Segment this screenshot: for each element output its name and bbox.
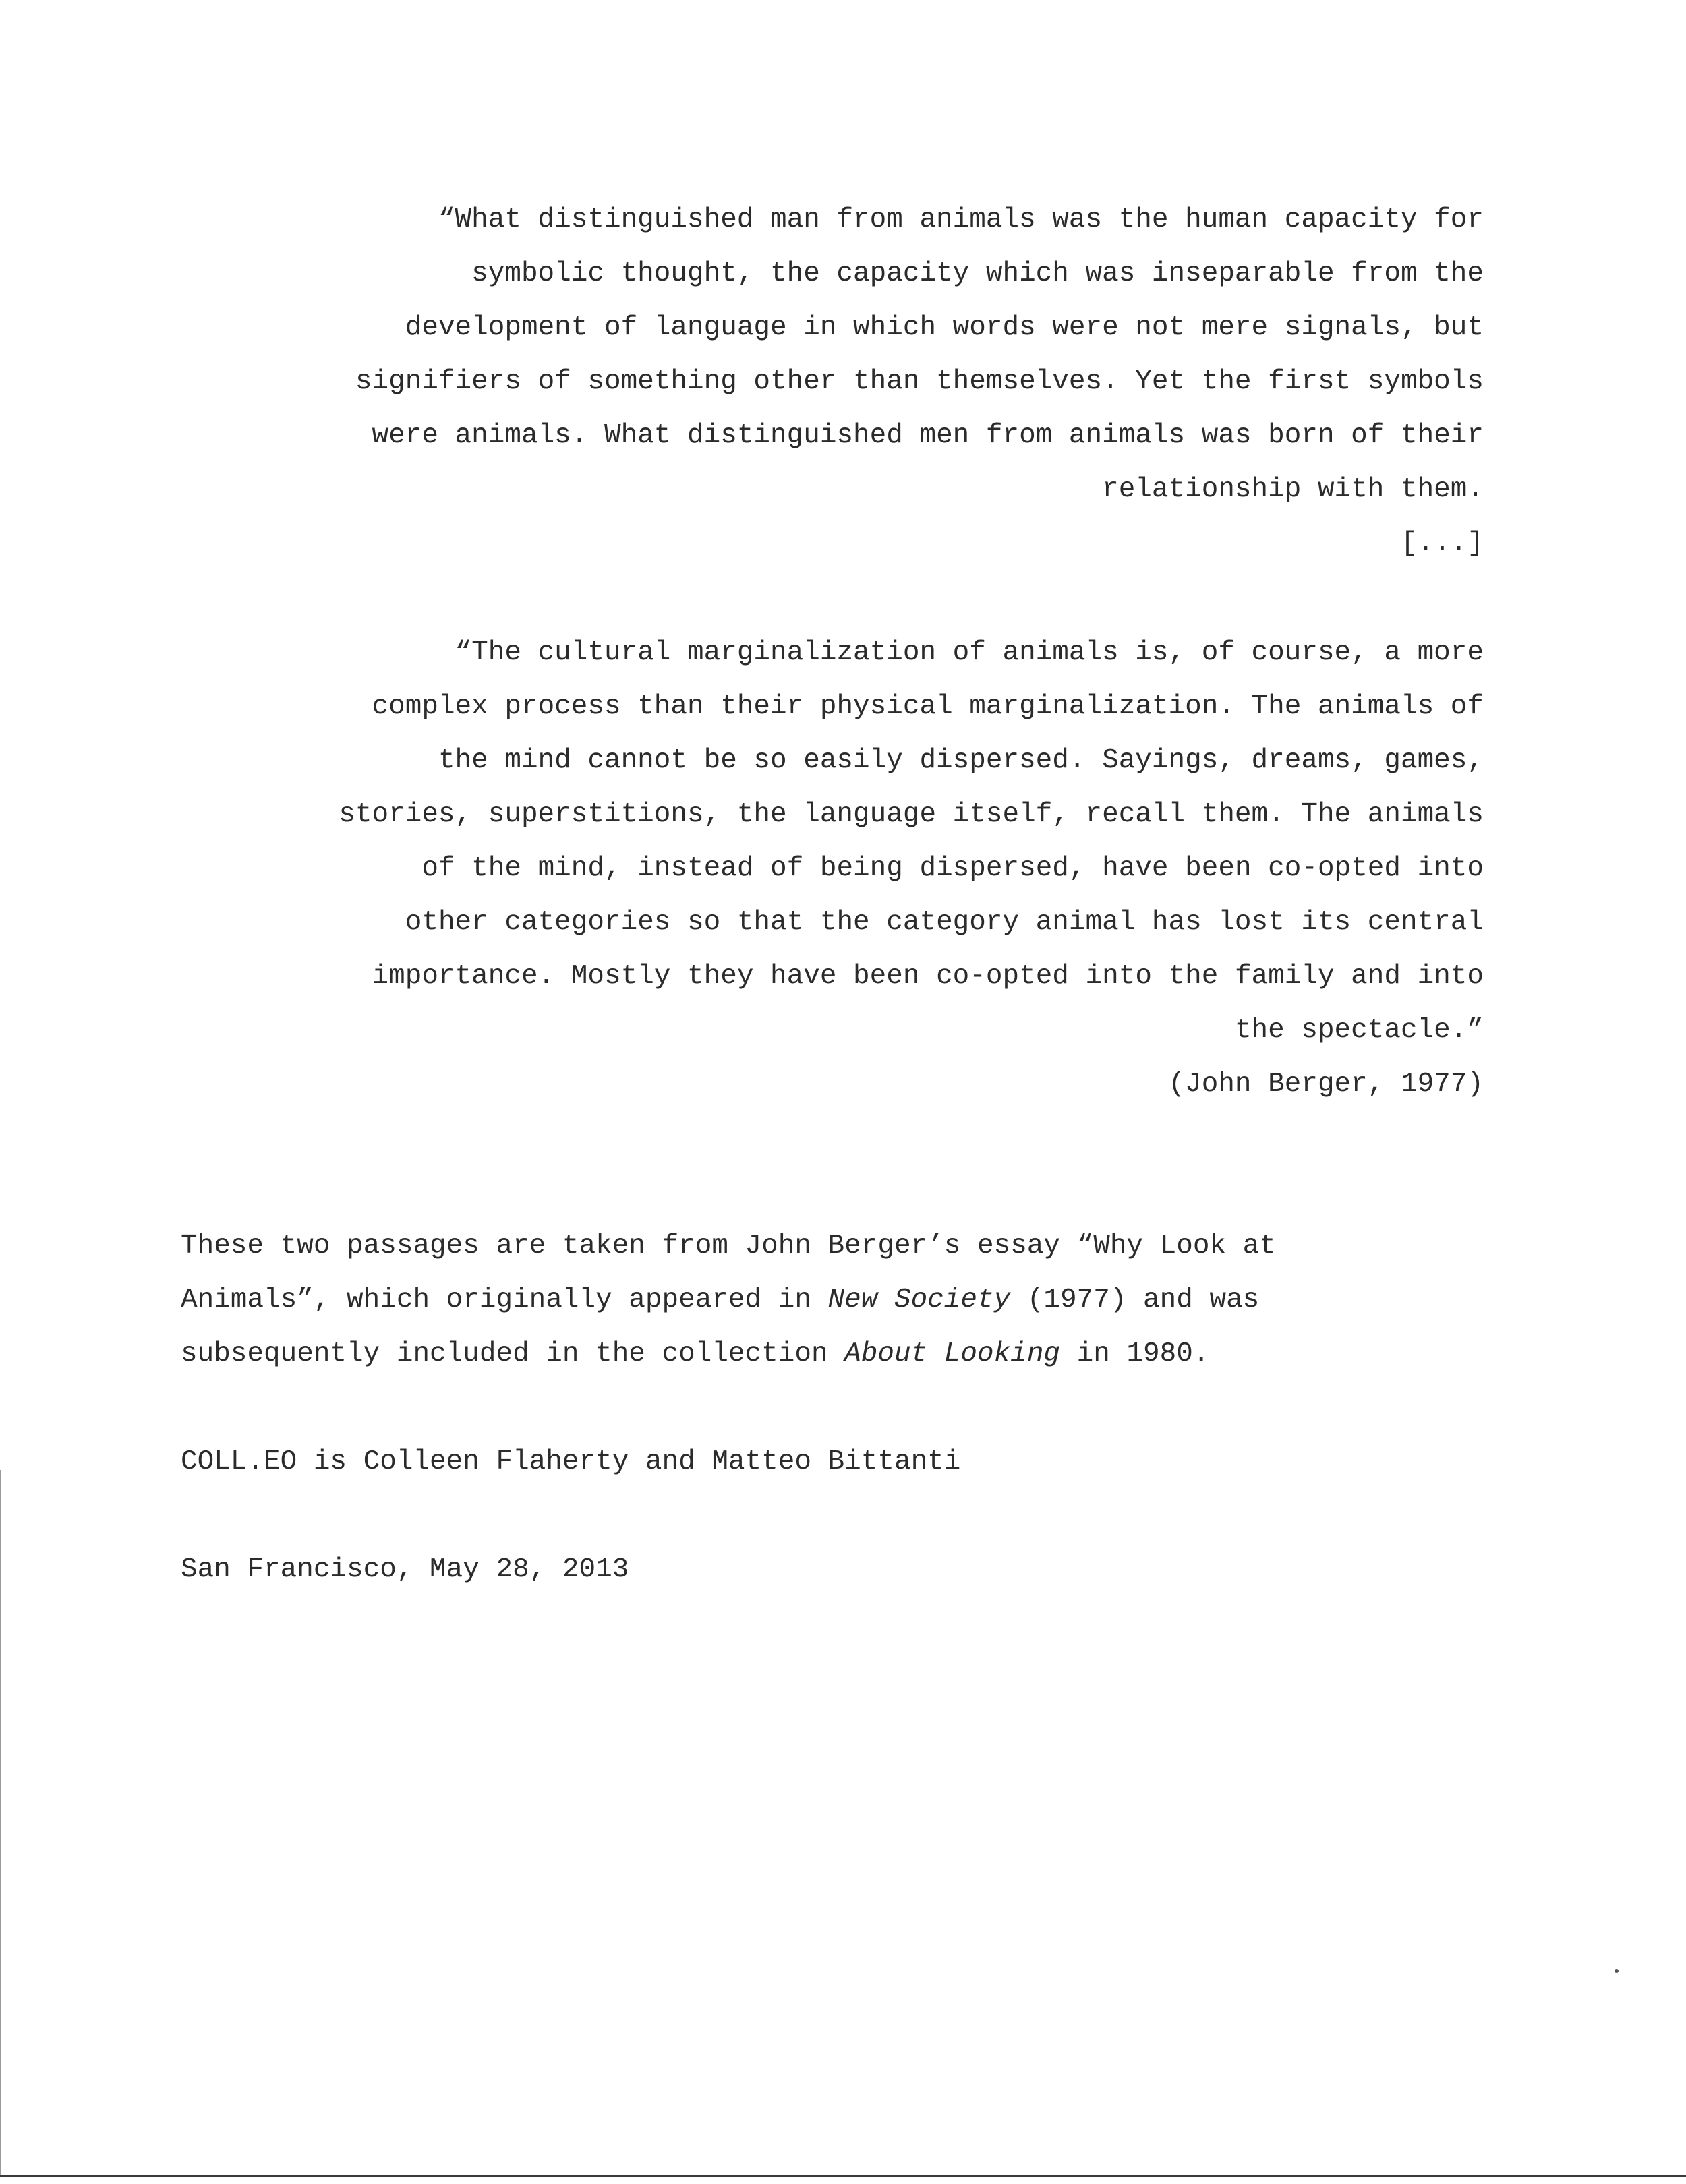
quote-line: complex process than their physical marginalization. The animals of xyxy=(372,691,1484,722)
source-note-text: subsequently included in the collection xyxy=(181,1338,845,1369)
berger-quote-first xyxy=(182,193,1484,570)
quote-line: other categories so that the category animal has lost its central xyxy=(405,907,1484,938)
source-note-text: (1977) and was xyxy=(1010,1285,1260,1316)
quote-line: the spectacle.” xyxy=(1234,1015,1484,1046)
quote-line: stories, superstitions, the language itself, recall them. The animals xyxy=(339,799,1484,830)
quote-line: symbolic thought, the capacity which was inseparable from the xyxy=(471,258,1484,289)
source-note-line xyxy=(181,1327,1530,1381)
quote-line: importance. Mostly they have been co-opted into the family and into xyxy=(372,961,1484,992)
quote-line: “What distinguished man from animals was the human capacity for xyxy=(438,204,1484,235)
quote-line: “The cultural marginalization of animals is, of course, a more xyxy=(455,637,1484,668)
quote-attribution: (John Berger, 1977) xyxy=(1168,1069,1484,1100)
publication-title: New Society xyxy=(827,1285,1011,1316)
quote-line: were animals. What distinguished men from animals was born of their xyxy=(372,420,1484,451)
credits-text: COLL.EO is Colleen Flaherty and Matteo Bittanti xyxy=(181,1446,961,1477)
quote-line: development of language in which words were not mere signals, but xyxy=(405,312,1484,343)
quote-line: signifiers of something other than themselves. Yet the first symbols xyxy=(355,366,1484,397)
source-note xyxy=(181,1219,1530,1381)
source-note-line: These two passages are taken from John Berger’s essay “Why Look at xyxy=(181,1231,1276,1262)
ellipsis-marker: [...] xyxy=(1400,528,1484,559)
credits-line xyxy=(181,1435,1530,1489)
berger-quote-second xyxy=(182,626,1484,1111)
book-title: About Looking xyxy=(844,1338,1061,1369)
place-date-text: San Francisco, May 28, 2013 xyxy=(181,1554,629,1585)
scan-edge-bottom xyxy=(0,2175,1686,2177)
quote-line: relationship with them. xyxy=(1102,474,1484,505)
source-note-line xyxy=(181,1273,1530,1327)
source-note-text: Animals”, which originally appeared in xyxy=(181,1285,828,1316)
scan-edge-left xyxy=(0,1470,1,2175)
place-date-line xyxy=(181,1543,1530,1597)
quote-line: of the mind, instead of being dispersed, have been co-opted into xyxy=(422,853,1484,884)
quote-line: the mind cannot be so easily dispersed. Sayings, dreams, games, xyxy=(438,745,1484,776)
scan-speck xyxy=(1615,1969,1619,1973)
source-note-text: in 1980. xyxy=(1060,1338,1210,1369)
